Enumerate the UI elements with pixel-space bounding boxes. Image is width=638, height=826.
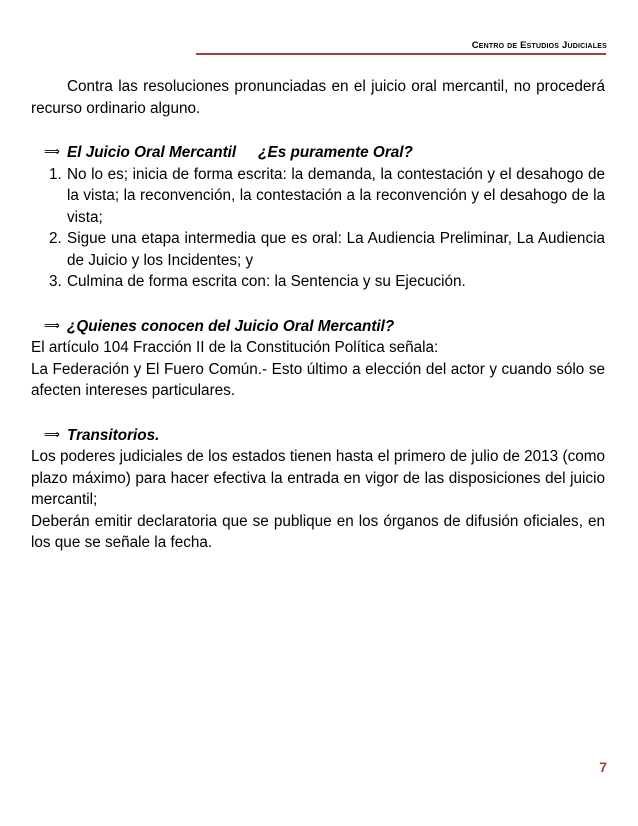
transitorios-paragraph-1: Los poderes judiciales de los estados tienen hasta el primero de julio de 2013 (como plazo máximo) para hacer efectiva la entrada en vigor de las disposiciones del juicio mercantil; bbox=[31, 448, 605, 508]
heading-transitorios: Transitorios. bbox=[67, 426, 160, 444]
list-item-text: Sigue una etapa intermedia que es oral: La Audiencia Preliminar, La Audiencia de Juicio y los Incidentes; y bbox=[67, 230, 605, 269]
header-rule bbox=[196, 53, 606, 55]
list-item-text: No lo es; inicia de forma escrita: la demanda, la contestación y el desahogo de la vista; la reconvención, la contestación a la reconvención y el desahogo de la vista; bbox=[67, 165, 605, 226]
heading-oral-a: El Juicio Oral Mercantil bbox=[67, 144, 237, 161]
heading-oral-b: ¿Es puramente Oral? bbox=[258, 144, 413, 161]
arrow-right-icon: ⟹ bbox=[44, 319, 60, 332]
page-body bbox=[31, 76, 605, 554]
list-number: 3. bbox=[49, 273, 62, 290]
list-item bbox=[31, 228, 605, 271]
list-item-text: Culmina de forma escrita con: la Sentencia y su Ejecución. bbox=[67, 273, 466, 290]
list-number: 1. bbox=[49, 165, 62, 183]
section-heading-transitorios bbox=[31, 425, 605, 447]
intro-paragraph: Contra las resoluciones pronunciadas en el juicio oral mercantil, no procederá recurso ordinario alguno. bbox=[31, 78, 605, 117]
numbered-list bbox=[31, 164, 605, 293]
arrow-right-icon: ⟹ bbox=[44, 146, 60, 158]
federacion-paragraph: La Federación y El Fuero Común.- Esto último a elección del actor y cuando sólo se afecten intereses particulares. bbox=[31, 360, 605, 399]
section-heading-quienes bbox=[31, 316, 605, 338]
list-number: 2. bbox=[49, 230, 62, 247]
section-heading-oral bbox=[31, 142, 605, 164]
heading-quienes: ¿Quienes conocen del Juicio Oral Mercantil? bbox=[67, 317, 395, 335]
list-item bbox=[31, 164, 605, 229]
transitorios-paragraph-2: Deberán emitir declaratoria que se publique en los órganos de difusión oficiales, en los que se señale la fecha. bbox=[31, 512, 605, 551]
list-item bbox=[31, 271, 605, 293]
running-header: Centro de Estudios Judiciales bbox=[471, 40, 607, 51]
page-number: 7 bbox=[599, 759, 607, 775]
article-line: El artículo 104 Fracción II de la Constitución Política señala: bbox=[31, 339, 439, 356]
arrow-right-icon: ⟹ bbox=[44, 428, 60, 441]
